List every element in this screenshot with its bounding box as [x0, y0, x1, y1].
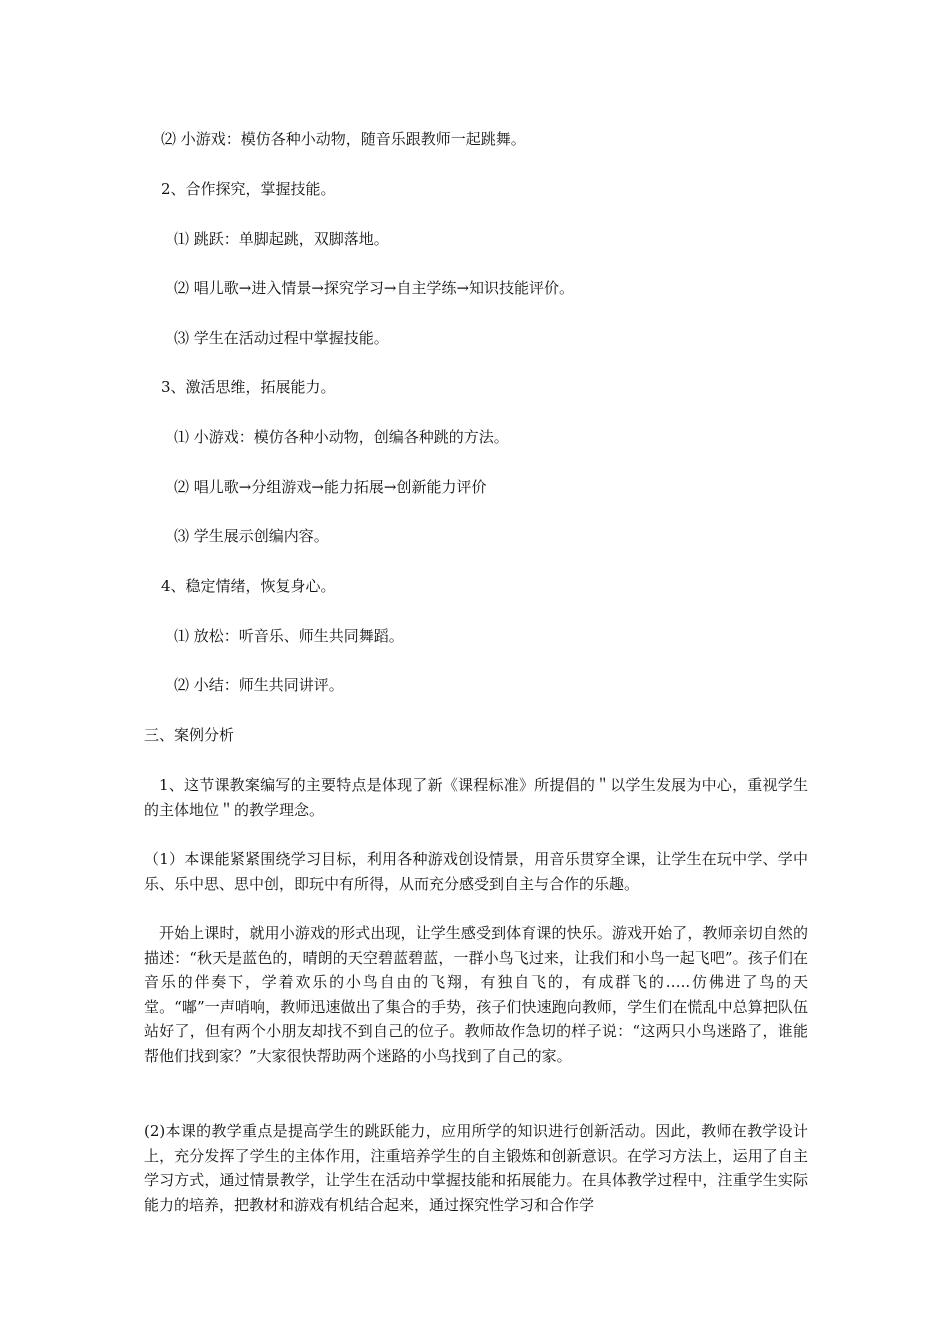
analysis-paragraph-2: （1）本课能紧紧围绕学习目标，利用各种游戏创设情景，用音乐贯穿全课，让学生在玩中学、学中乐、乐中思、思中创，即玩中有所得，从而充分感受到自主与合作的乐趣。: [144, 850, 808, 893]
item-jump: ⑴ 跳跃：单脚起跳，双脚落地。: [174, 230, 389, 248]
item-2-2-game: ⑵ 小游戏：模仿各种小动物，随音乐跟教师一起跳舞。: [161, 130, 526, 148]
analysis-paragraph-1: 1、这节课教案编写的主要特点是体现了新《课程标准》所提倡的＂以学生发展为中心，重视学生的主体地位＂的教学理念。: [144, 776, 808, 819]
item-show-content: ⑶ 学生展示创编内容。: [174, 527, 329, 545]
item-summary: ⑵ 小结：师生共同讲评。: [174, 676, 344, 694]
section-4-heading: 4、稳定情绪，恢复身心。: [161, 577, 336, 595]
item-master-skill: ⑶ 学生在活动过程中掌握技能。: [174, 329, 389, 347]
item-group-flow: ⑵ 唱儿歌→分组游戏→能力拓展→创新能力评价: [174, 478, 487, 496]
item-relax: ⑴ 放松：听音乐、师生共同舞蹈。: [174, 627, 404, 645]
section-3-heading: 3、激活思维，拓展能力。: [161, 378, 336, 396]
analysis-paragraph-3: 开始上课时，就用小游戏的形式出现，让学生感受到体育课的快乐。游戏开始了，教师亲切自然的描述：“秋天是蓝色的，晴朗的天空碧蓝碧蓝，一群小鸟飞过来，让我们和小鸟一起飞吧”。孩子们在音乐的伴奏下，学着欢乐的小鸟自由的飞翔，有独自飞的，有成群飞的…..仿佛进了鸟的天堂。“嘟”一声哨响，教师迅速做出了集合的手势，孩子们快速跑向教师，学生们在慌乱中总算把队伍站好了，但有两个小朋友却找不到自己的位子。教师故作急切的样子说：“这两只小鸟迷路了，谁能帮他们找到家？”大家很快帮助两个迷路的小鸟找到了自己的家。: [144, 924, 808, 1065]
case-analysis-heading: 三、案例分析: [144, 726, 235, 744]
analysis-paragraph-4: (2)本课的教学重点是提高学生的跳跃能力，应用所学的知识进行创新活动。因此，教师在教学设计上，充分发挥了学生的主体作用，注重培养学生的自主锻炼和创新意识。在学习方法上，运用了自主学习方式，通过情景教学，让学生在活动中掌握技能和拓展能力。在具体教学过程中，注重学生实际能力的培养，把教材和游戏有机结合起来，通过探究性学习和合作学: [144, 1122, 808, 1214]
item-song-flow: ⑵ 唱儿歌→进入情景→探究学习→自主学练→知识技能评价。: [174, 279, 575, 297]
section-2-heading: 2、合作探究，掌握技能。: [161, 180, 336, 198]
item-create-game: ⑴ 小游戏：模仿各种小动物，创编各种跳的方法。: [174, 428, 509, 446]
